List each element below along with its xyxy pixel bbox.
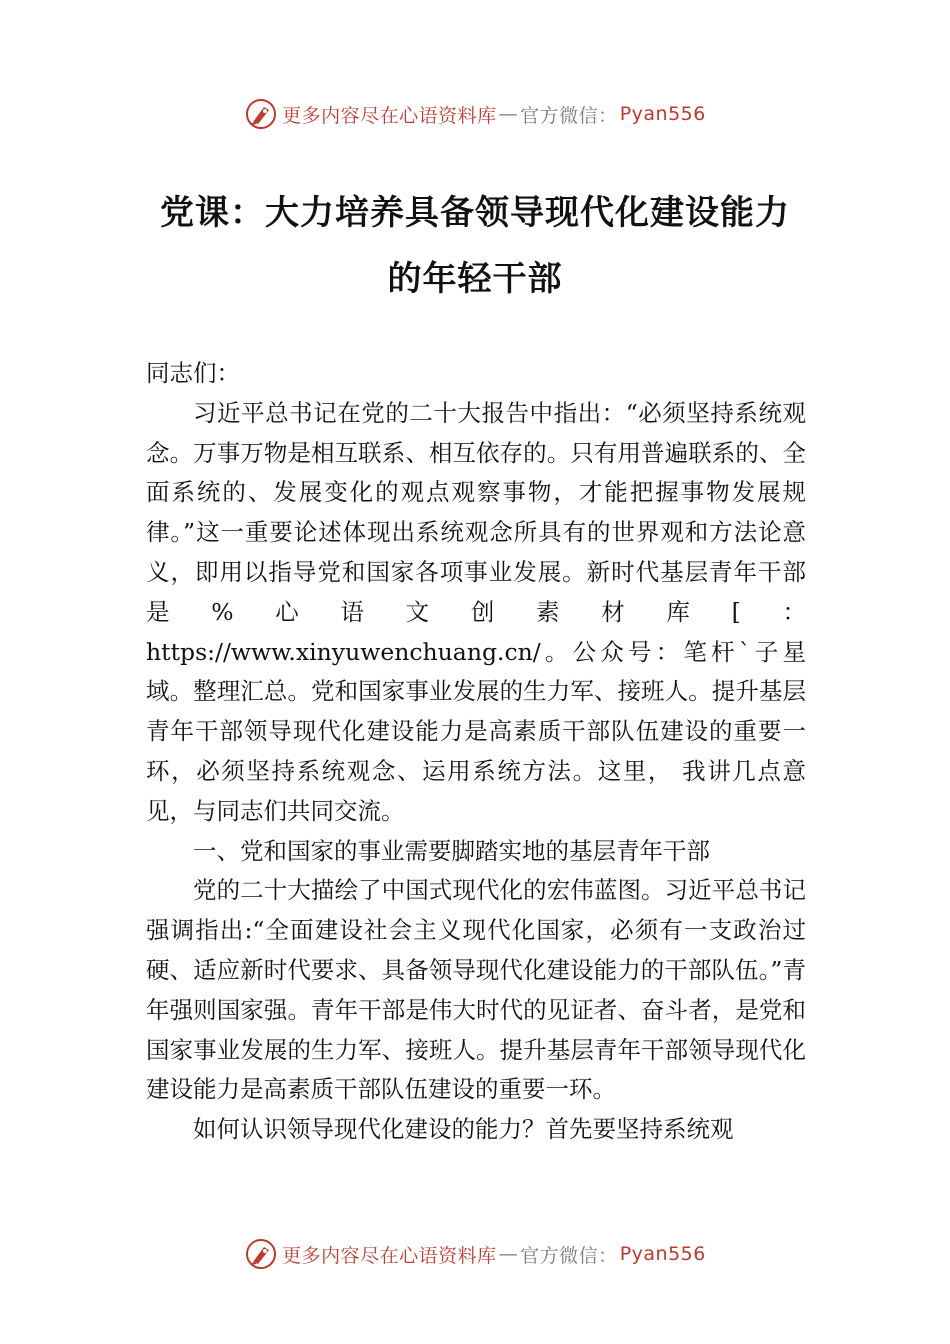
banner-wechat-id: Pyan556 — [619, 1243, 706, 1265]
header-banner — [0, 94, 950, 134]
body-paragraph-3: 如何认识领导现代化建设的能力？首先要坚持系统观 — [193, 1115, 734, 1144]
banner-text: 更多内容尽在心语资料库 — [282, 1244, 497, 1267]
banner-official-label: 官方微信： — [520, 1244, 618, 1267]
body-paragraph-2: 党的二十大描绘了中国式现代化的宏伟蓝图。习近平总书记强调指出:“全面建设社会主义现代化国家，必须有一支政治过硬、适应新时代要求、具备领导现代化建设能力的干部队伍。”青年强则国家强。青年干部是伟大时代的见证者、奋斗者，是党和国家事业发展的生力军、接班人。提升基层青年干部领导现代化建设能力是高素质干部队伍建设的重要一环。 — [146, 876, 806, 1104]
banner-separator: — — [498, 103, 519, 125]
banner-official-label: 官方微信： — [520, 104, 618, 127]
footer-banner — [0, 1234, 950, 1274]
salutation: 同志们： — [146, 359, 240, 387]
banner-wechat-id: Pyan556 — [619, 103, 706, 125]
document-body — [146, 354, 806, 1150]
banner-text: 更多内容尽在心语资料库 — [282, 104, 497, 127]
pen-nib-logo-icon — [244, 97, 278, 131]
title-line-1: 党课：大力培养具备领导现代化建设能力 — [160, 193, 790, 233]
document-title — [140, 180, 810, 312]
title-line-2: 的年轻干部 — [387, 259, 563, 299]
section-heading-1: 一、党和国家的事业需要脚踏实地的基层青年干部 — [193, 836, 710, 865]
banner-separator: — — [498, 1243, 519, 1265]
body-paragraph-1: 习近平总书记在党的二十大报告中指出：“必须坚持系统观念。万事万物是相互联系、相互依存的。只有用普遍联系的、全面系统的、发展变化的观点观察事物，才能把握事物发展规律。”这一重要论述体现出系统观念所具有的世界观和方法论意义，即用以指导党和国家各项事业发展。新时代基层青年干部是%心语文创素材库[：https://www.xinyuwenchuang.cn/。公众号：笔杆`子星域。整理汇总。党和国家事业发展的生力军、接班人。提升基层青年干部领导现代化建设能力是高素质干部队伍建设的重要一环，必须坚持系统观念、运用系统方法。这里， 我讲几点意见，与同志们共同交流。 — [146, 398, 806, 825]
pen-nib-logo-icon — [244, 1237, 278, 1271]
